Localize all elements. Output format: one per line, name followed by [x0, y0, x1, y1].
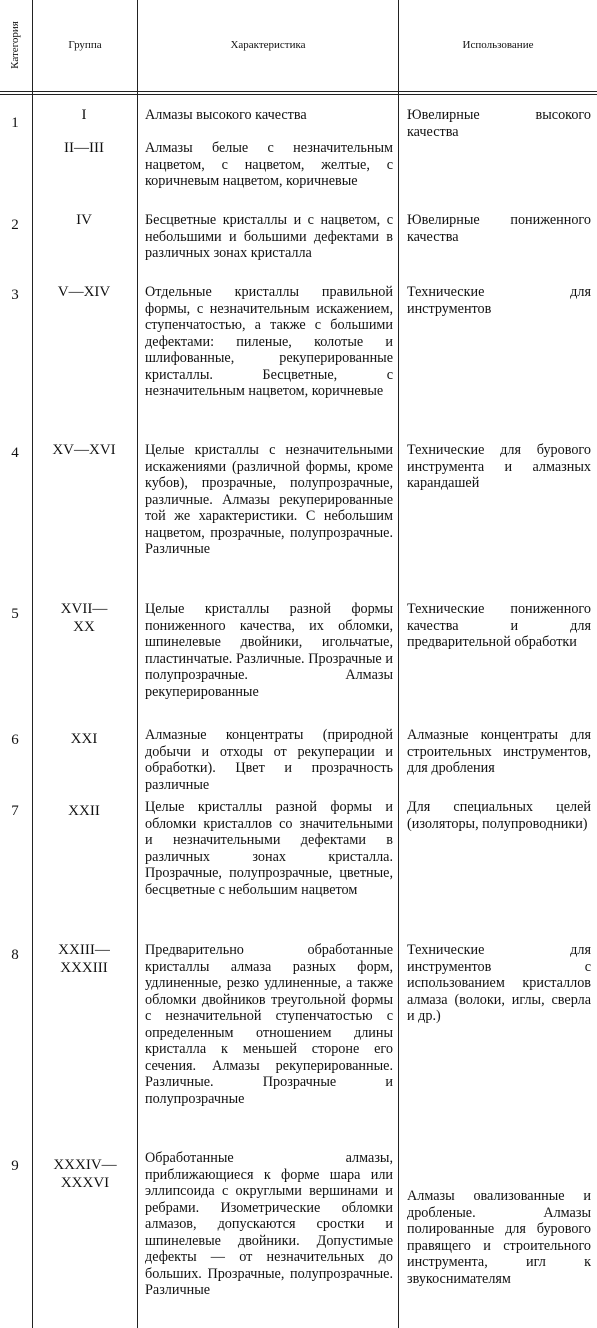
row-characteristic: Целые кристаллы разной формы пониженного качества, их обломки, шпинелевые двойники, игольчатые, пластинчатые. Различные. Прозрачные и полупрозрачные. Алмазы рекуперированные — [145, 601, 393, 700]
row-group: XXXIV—XXXVI — [53, 1157, 117, 1191]
row-category: 8 — [11, 947, 19, 963]
row-characteristic: Отдельные кристаллы правильной формы, с незначительным искажением, ступенчатостью, а также с большими дефектами: пиленые, колотые и шлифованные, рекуперированные кристаллы. Бесцветные, с незначительным нацветом, коричневые — [145, 284, 393, 399]
row-group: I — [81, 107, 87, 123]
row-category: 7 — [11, 803, 19, 819]
row-usage: Для специальных целей (изоляторы, полупроводники) — [407, 799, 591, 832]
header-rule-bottom — [0, 94, 597, 95]
row-group: V—XIV — [57, 284, 111, 300]
header-characteristic: Характеристика — [230, 39, 306, 51]
row-usage: Ювелирные высокого качества — [407, 107, 591, 140]
row-usage: Технические для инструментов с использованием кристаллов алмаза (волоки, иглы, сверла и др.) — [407, 942, 591, 1024]
column-divider-group — [137, 0, 138, 1328]
row-group: II—III — [64, 140, 104, 156]
row-characteristic: Обработанные алмазы, приближающиеся к форме шара или эллипсоида с округлыми вершинами и ребрами. Изометрические обломки алмазов, допускаются сростки и шпинелевые двойники. Допустимые дефекты — от незначительных до больших. Прозрачные, полупрозрачные. Различные — [145, 1150, 393, 1298]
row-group: IV — [76, 212, 92, 228]
row-category: 3 — [11, 287, 19, 303]
row-category: 1 — [11, 115, 19, 131]
row-characteristic: Целые кристаллы с незначительными искажениями (различной формы, кроме кубов), прозрачные, полупрозрачные, различные. Алмазы рекуперированные той же характеристики. С небольшим нацветом, прозрачные, полупрозрачные. Различные — [145, 442, 393, 557]
header-group: Группа — [68, 39, 102, 51]
row-characteristic: Алмазы белые с незначительным нацветом, с нацветом, желтые, с коричневым нацветом, коричневые — [145, 140, 393, 189]
row-category: 4 — [11, 445, 19, 461]
row-group: XXIII—XXXIII — [58, 942, 110, 976]
row-characteristic: Предварительно обработанные кристаллы алмаза разных форм, удлиненные, резко удлиненные, а также обломки двойников треугольной формы с незначительной ступенчатостью с определенным отношением длины кристалла к меньшей стороне его сечения. Алмазы рекуперированные. Различные. Прозрачные и полупрозрачные — [145, 942, 393, 1107]
row-usage: Технические пониженного качества и для предварительной обработки — [407, 601, 591, 650]
row-group: XV—XVI — [52, 442, 116, 458]
column-divider-characteristic — [398, 0, 399, 1328]
row-usage: Алмазы овализованные и дробленые. Алмазы полированные для бурового правящего и строительного инструмента, игл к звукоснимателям — [407, 1188, 591, 1287]
row-characteristic: Бесцветные кристаллы и с нацветом, с небольшими и большими дефектами в различных зонах кристалла — [145, 212, 393, 261]
row-category: 9 — [11, 1158, 19, 1174]
row-category: 6 — [11, 732, 19, 748]
header-usage: Использование — [462, 39, 534, 51]
row-group: XXII — [68, 803, 100, 819]
row-characteristic: Алмазные концентраты (природной добычи и отходы от рекуперации и обработки). Цвет и прозрачность различные — [145, 727, 393, 793]
row-usage: Алмазные концентраты для строительных инструментов, для дробления — [407, 727, 591, 776]
column-divider-category — [32, 0, 33, 1328]
row-group: XVII—XX — [60, 601, 108, 635]
row-usage: Технические для инструментов — [407, 284, 591, 317]
row-category: 2 — [11, 217, 19, 233]
row-usage: Ювелирные пониженного качества — [407, 212, 591, 245]
row-characteristic: Целые кристаллы разной формы и обломки кристаллов со значительными и незначительными дефектами в различных зонах кристалла. Прозрачные, полупрозрачные, цветные, бесцветные с небольшим нацветом — [145, 799, 393, 898]
row-category: 5 — [11, 606, 19, 622]
row-group: XXI — [70, 731, 98, 747]
header-category: Категория — [9, 21, 22, 69]
row-usage: Технические для бурового инструмента и алмазных карандашей — [407, 442, 591, 491]
header-rule-top — [0, 91, 597, 92]
row-characteristic: Алмазы высокого качества — [145, 107, 307, 123]
